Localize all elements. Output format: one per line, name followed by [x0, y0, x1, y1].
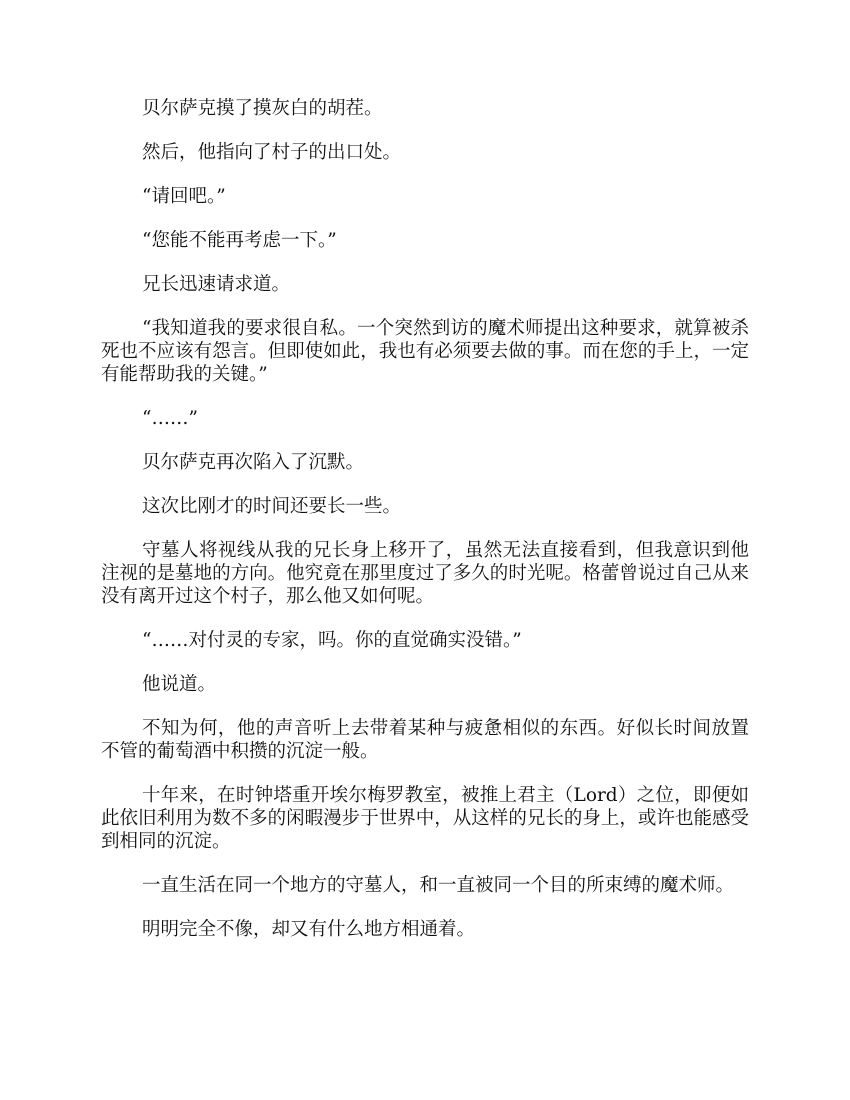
paragraph-3: “请回吧。”	[142, 186, 226, 207]
document-page	[101, 97, 749, 962]
paragraph-4: “您能不能再考虑一下。”	[142, 230, 337, 251]
paragraph-14: 十年来，在时钟塔重开埃尔梅罗教室，被推上君主（Lord）之位，即便如此依旧利用为数不多的闲暇漫步于世界中，从这样的兄长的身上，或许也能感受到相同的沉淀。	[101, 785, 749, 852]
paragraph-12: 他说道。	[142, 674, 217, 695]
paragraph-6: “我知道我的要求很自私。一个突然到访的魔术师提出这种要求，就算被杀死也不应该有怨言。但即使如此，我也有必须要去做的事。而在您的手上，一定有能帮助我的关键。”	[101, 318, 749, 385]
paragraph-11: “……对付灵的专家，吗。你的直觉确实没错。”	[142, 630, 522, 651]
paragraph-5: 兄长迅速请求道。	[142, 274, 291, 295]
paragraph-9: 这次比刚才的时间还要长一些。	[142, 496, 402, 517]
paragraph-13: 不知为何，他的声音听上去带着某种与疲惫相似的东西。好似长时间放置不管的葡萄酒中积攒的沉淀一般。	[101, 718, 749, 762]
paragraph-7: “……”	[142, 408, 198, 429]
paragraph-10: 守墓人将视线从我的兄长身上移开了，虽然无法直接看到，但我意识到他注视的是墓地的方向。他究竟在那里度过了多久的时光呢。格蕾曾说过自己从来没有离开过这个村子，那么他又如何呢。	[101, 540, 749, 607]
paragraph-1: 贝尔萨克摸了摸灰白的胡茬。	[142, 98, 383, 119]
paragraph-15: 一直生活在同一个地方的守墓人，和一直被同一个目的所束缚的魔术师。	[142, 875, 735, 896]
paragraph-8: 贝尔萨克再次陷入了沉默。	[142, 452, 365, 473]
paragraph-16: 明明完全不像，却又有什么地方相通着。	[142, 919, 476, 940]
paragraph-2: 然后，他指向了村子的出口处。	[142, 142, 402, 163]
